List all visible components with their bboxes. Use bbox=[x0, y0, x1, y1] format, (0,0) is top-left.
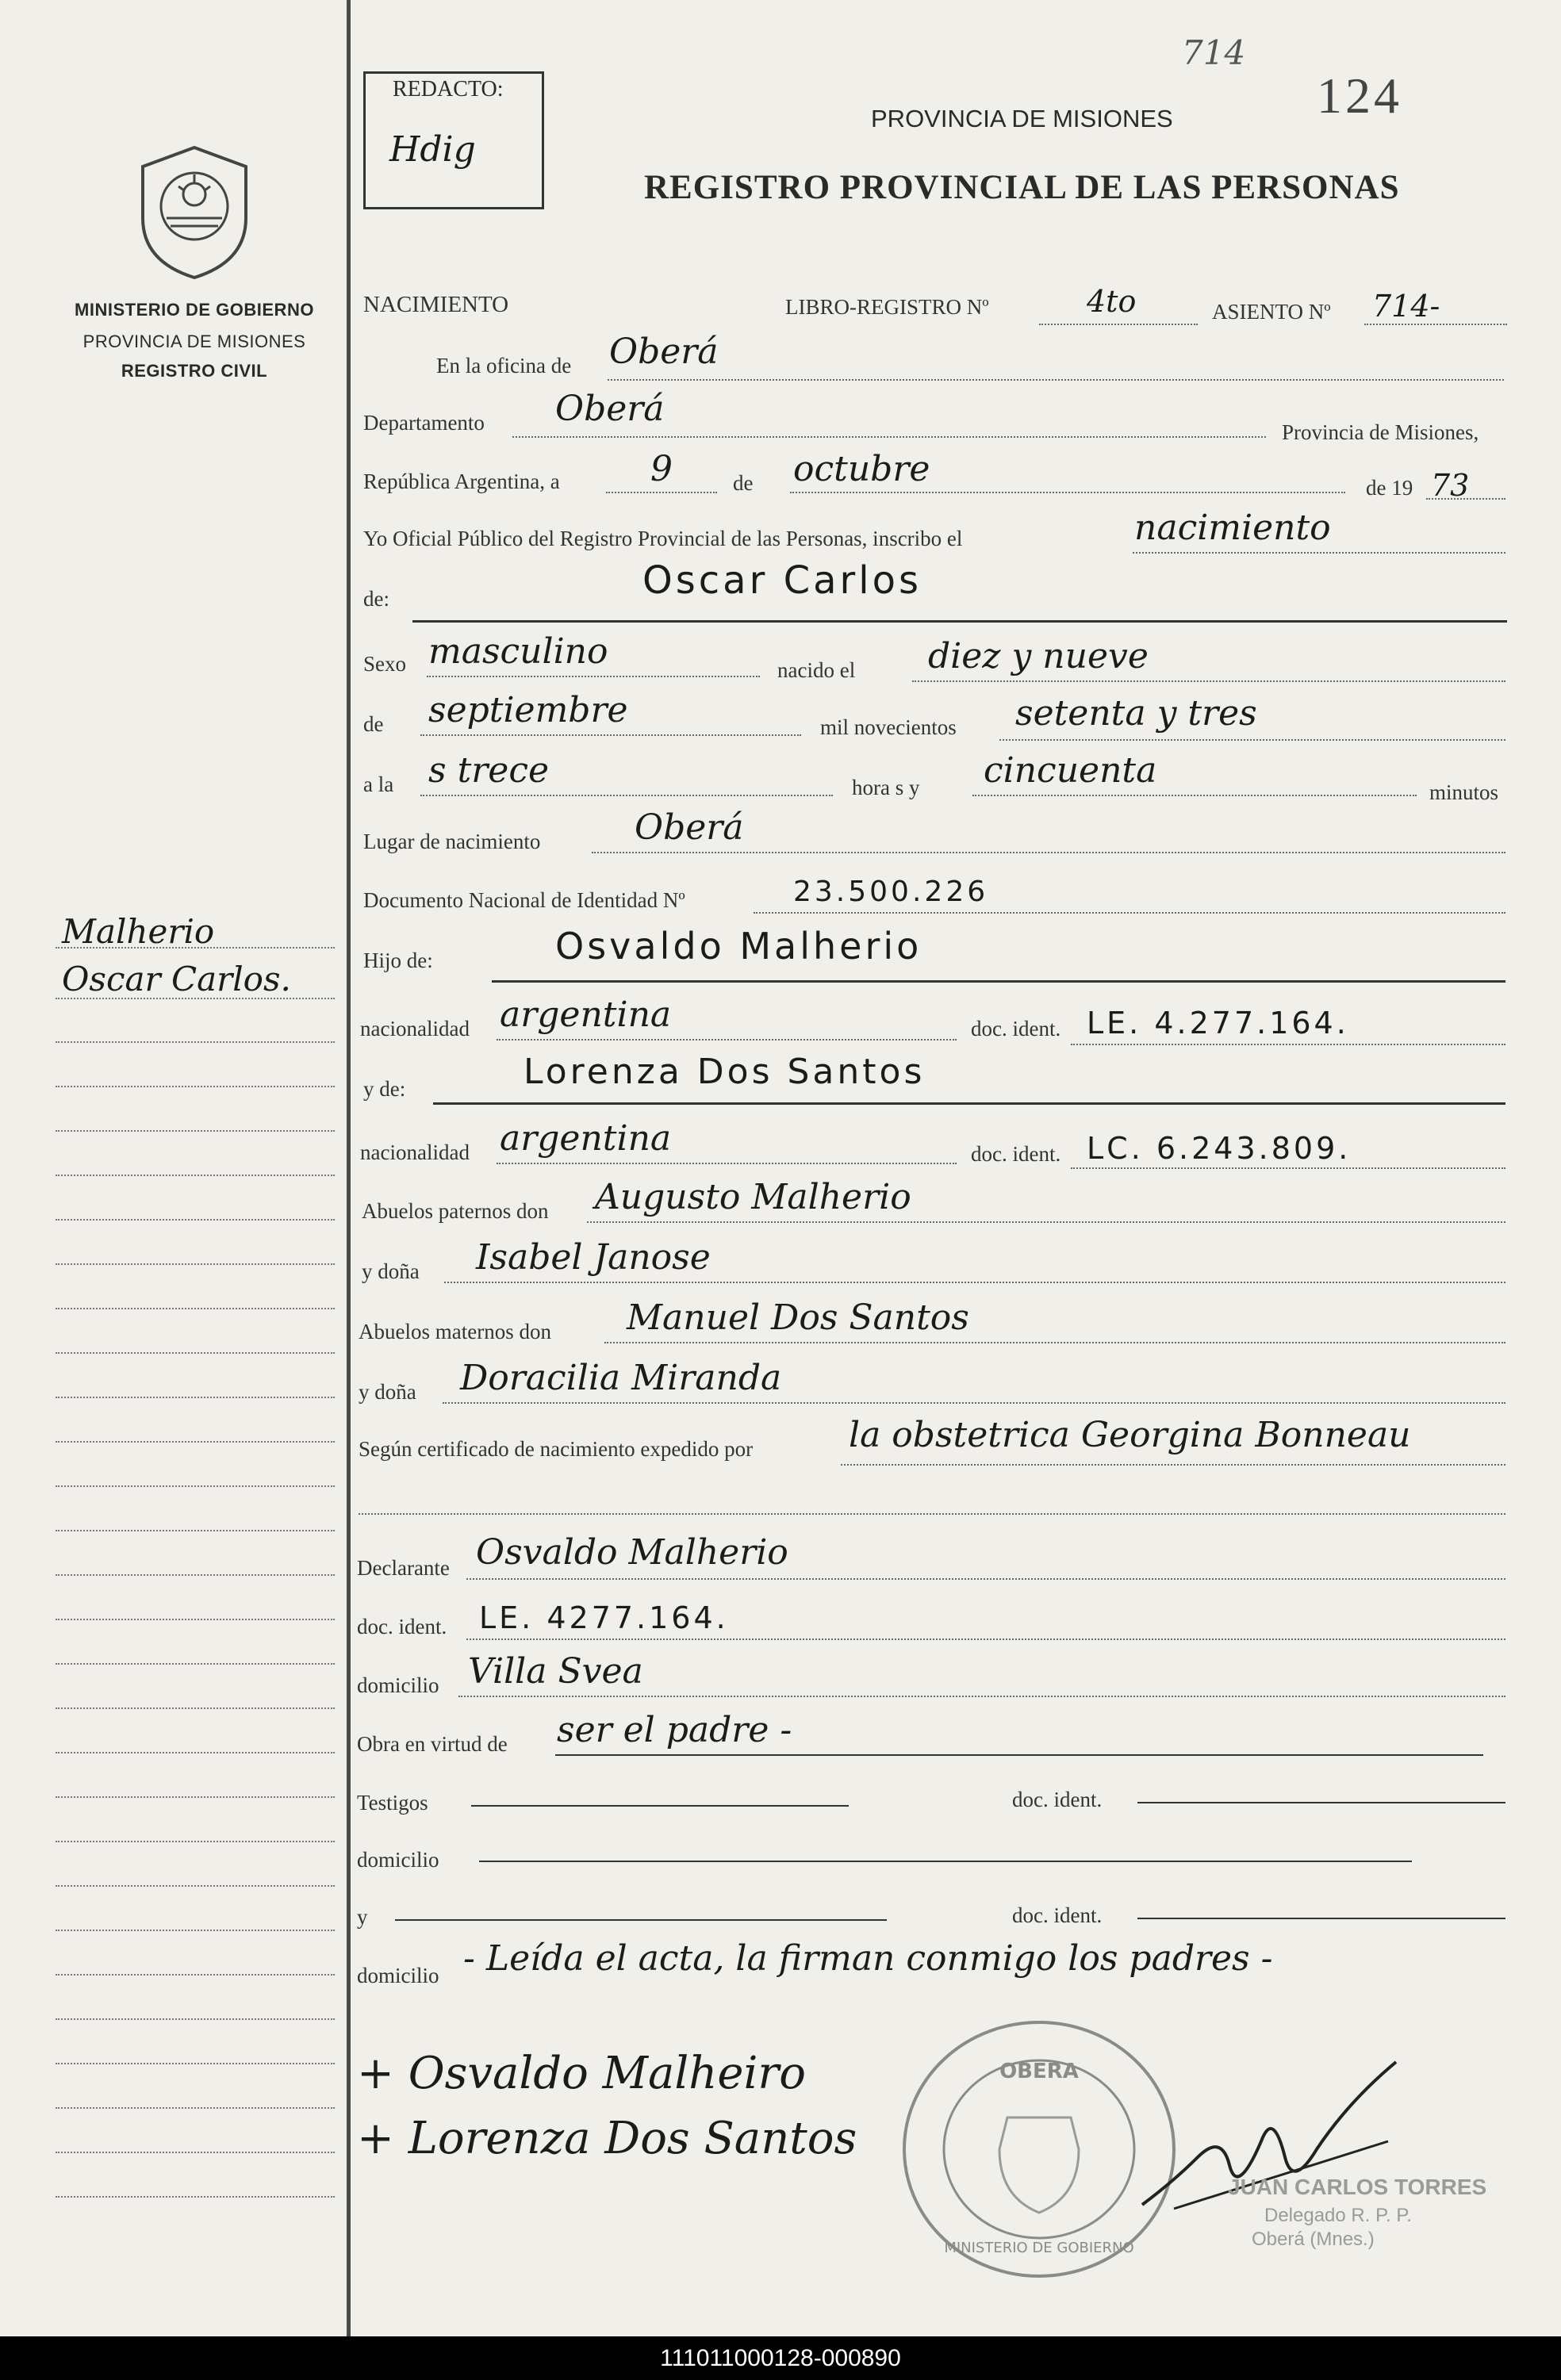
maternal-grandmother: Doracilia Miranda bbox=[460, 1358, 782, 1398]
father-name: Osvaldo Malherio bbox=[555, 925, 922, 968]
certificado-label: Según certificado de nacimiento expedido por bbox=[359, 1437, 754, 1461]
father-nationality: argentina bbox=[500, 995, 672, 1035]
birth-day-words: diez y nueve bbox=[928, 636, 1149, 676]
official-place-stamp: Oberá (Mnes.) bbox=[1252, 2229, 1375, 2250]
mil-label: mil novecientos bbox=[820, 715, 957, 739]
testigo1-domicilio-label: domicilio bbox=[357, 1848, 439, 1872]
official-title-stamp: Delegado R. P. P. bbox=[1264, 2205, 1412, 2226]
paternal-grandmother: Isabel Janose bbox=[476, 1237, 711, 1278]
redacto-initials: Hdig bbox=[389, 129, 476, 170]
father-doc-label: doc. ident. bbox=[971, 1017, 1061, 1041]
domicilio-label: domicilio bbox=[357, 1673, 439, 1697]
official-name-stamp: JUAN CARLOS TORRES bbox=[1228, 2175, 1487, 2199]
minute-value: cincuenta bbox=[984, 750, 1157, 791]
province-seal-icon bbox=[135, 143, 254, 282]
certificado-value: la obstetrica Georgina Bonneau bbox=[849, 1415, 1411, 1455]
lugar-label: Lugar de nacimiento bbox=[363, 830, 541, 853]
image-id-bar: 111011000128-000890 bbox=[0, 2336, 1561, 2380]
official-signature-icon bbox=[1126, 2046, 1428, 2229]
day-value: 9 bbox=[650, 449, 673, 489]
dni-value: 23.500.226 bbox=[793, 876, 989, 908]
left-margin bbox=[0, 0, 349, 2336]
oficina-label: En la oficina de bbox=[436, 354, 572, 378]
acto-value: nacimiento bbox=[1134, 508, 1331, 548]
obra-label: Obra en virtud de bbox=[357, 1732, 508, 1756]
mother-name: Lorenza Dos Santos bbox=[524, 1052, 926, 1092]
declarante-value: Osvaldo Malherio bbox=[476, 1532, 788, 1573]
month-value: octubre bbox=[793, 449, 930, 489]
testigos-label: Testigos bbox=[357, 1791, 428, 1815]
folio-handwritten: 714 bbox=[1182, 33, 1246, 72]
birth-month: septiembre bbox=[428, 690, 628, 730]
mother-signature: + Lorenza Dos Santos bbox=[357, 2113, 857, 2164]
libro-label: LIBRO-REGISTRO Nº bbox=[785, 295, 989, 319]
testigo2-y-label: y bbox=[357, 1905, 368, 1929]
sexo-label: Sexo bbox=[363, 652, 406, 676]
page-number: 124 bbox=[1317, 67, 1402, 124]
registry-label: REGISTRO CIVIL bbox=[121, 361, 268, 381]
paternal-grandfather: Augusto Malherio bbox=[595, 1177, 911, 1217]
closing-domicilio-label: domicilio bbox=[357, 1964, 439, 1987]
departamento-label: Departamento bbox=[363, 411, 485, 435]
column-rule-inner bbox=[349, 0, 351, 2336]
act-type: NACIMIENTO bbox=[363, 292, 509, 317]
sexo-value: masculino bbox=[428, 631, 608, 672]
asiento-value: 714- bbox=[1372, 289, 1440, 324]
closing-statement: - Leída el acta, la firman conmigo los padres - bbox=[463, 1938, 1273, 1979]
hora-label: hora s y bbox=[852, 776, 920, 799]
redacto-box bbox=[363, 71, 544, 209]
mother-nationality: argentina bbox=[500, 1118, 672, 1159]
ministry-label: MINISTERIO DE GOBIERNO bbox=[75, 300, 314, 320]
redacto-label: REDACTO: bbox=[393, 77, 504, 102]
asiento-label: ASIENTO Nº bbox=[1212, 300, 1331, 324]
hour-value: s trece bbox=[428, 750, 550, 791]
year-prefix: de 19 bbox=[1366, 476, 1413, 500]
libro-value: 4to bbox=[1087, 284, 1137, 319]
mother-doc-label: doc. ident. bbox=[971, 1142, 1061, 1166]
obra-value: ser el padre - bbox=[557, 1710, 792, 1750]
father-signature: + Osvaldo Malheiro bbox=[357, 2048, 806, 2099]
abuelos-paternos-label: Abuelos paternos don bbox=[362, 1199, 549, 1223]
abuelos-maternos-label: Abuelos maternos don bbox=[359, 1320, 551, 1343]
de-month-label: de bbox=[363, 712, 384, 736]
declarante-label: Declarante bbox=[357, 1556, 450, 1580]
declarante-doc-label: doc. ident. bbox=[357, 1615, 447, 1638]
province-title: PROVINCIA DE MISIONES bbox=[871, 105, 1173, 132]
departamento-value: Oberá bbox=[555, 389, 665, 429]
margin-given-names: Oscar Carlos. bbox=[62, 960, 291, 998]
margin-surname: Malherio bbox=[62, 912, 215, 951]
registry-title: REGISTRO PROVINCIAL DE LAS PERSONAS bbox=[644, 169, 1400, 206]
father-nationality-label: nacionalidad bbox=[360, 1017, 470, 1041]
republica-label: República Argentina, a bbox=[363, 469, 560, 493]
a-la-label: a la bbox=[363, 772, 394, 796]
year-suffix: 73 bbox=[1431, 468, 1470, 503]
maternal-grandfather: Manuel Dos Santos bbox=[627, 1297, 969, 1338]
nacido-label: nacido el bbox=[777, 658, 856, 682]
testigo2-doc-label: doc. ident. bbox=[1012, 1903, 1103, 1927]
dona-paternal-label: y doña bbox=[362, 1259, 420, 1283]
child-name: Oscar Carlos bbox=[642, 558, 922, 603]
y-de-label: y de: bbox=[363, 1077, 406, 1101]
minutos-label: minutos bbox=[1429, 780, 1499, 804]
lugar-value: Oberá bbox=[635, 807, 744, 848]
domicilio-value: Villa Svea bbox=[468, 1651, 643, 1692]
testigo1-doc-label: doc. ident. bbox=[1012, 1788, 1103, 1811]
hijo-label: Hijo de: bbox=[363, 949, 433, 972]
dni-label: Documento Nacional de Identidad Nº bbox=[363, 888, 685, 912]
stamp-obera-text: OBERA bbox=[999, 2060, 1079, 2083]
provincia-suffix: Provincia de Misiones, bbox=[1282, 420, 1479, 444]
declarante-doc: LE. 4277.164. bbox=[479, 1600, 729, 1635]
birth-year-words: setenta y tres bbox=[1015, 693, 1257, 734]
de-label: de bbox=[733, 471, 754, 495]
stamp-ministerio-text: MINISTERIO DE GOBIERNO bbox=[944, 2240, 1134, 2256]
dona-maternal-label: y doña bbox=[359, 1380, 416, 1404]
mother-doc: LC. 6.243.809. bbox=[1087, 1131, 1352, 1166]
name-label: de: bbox=[363, 587, 389, 611]
father-doc: LE. 4.277.164. bbox=[1087, 1006, 1349, 1041]
oficina-value: Oberá bbox=[609, 332, 719, 372]
oficial-statement: Yo Oficial Público del Registro Provincial de las Personas, inscribo el bbox=[363, 527, 963, 550]
mother-nationality-label: nacionalidad bbox=[360, 1140, 470, 1164]
province-label: PROVINCIA DE MISIONES bbox=[82, 332, 306, 351]
